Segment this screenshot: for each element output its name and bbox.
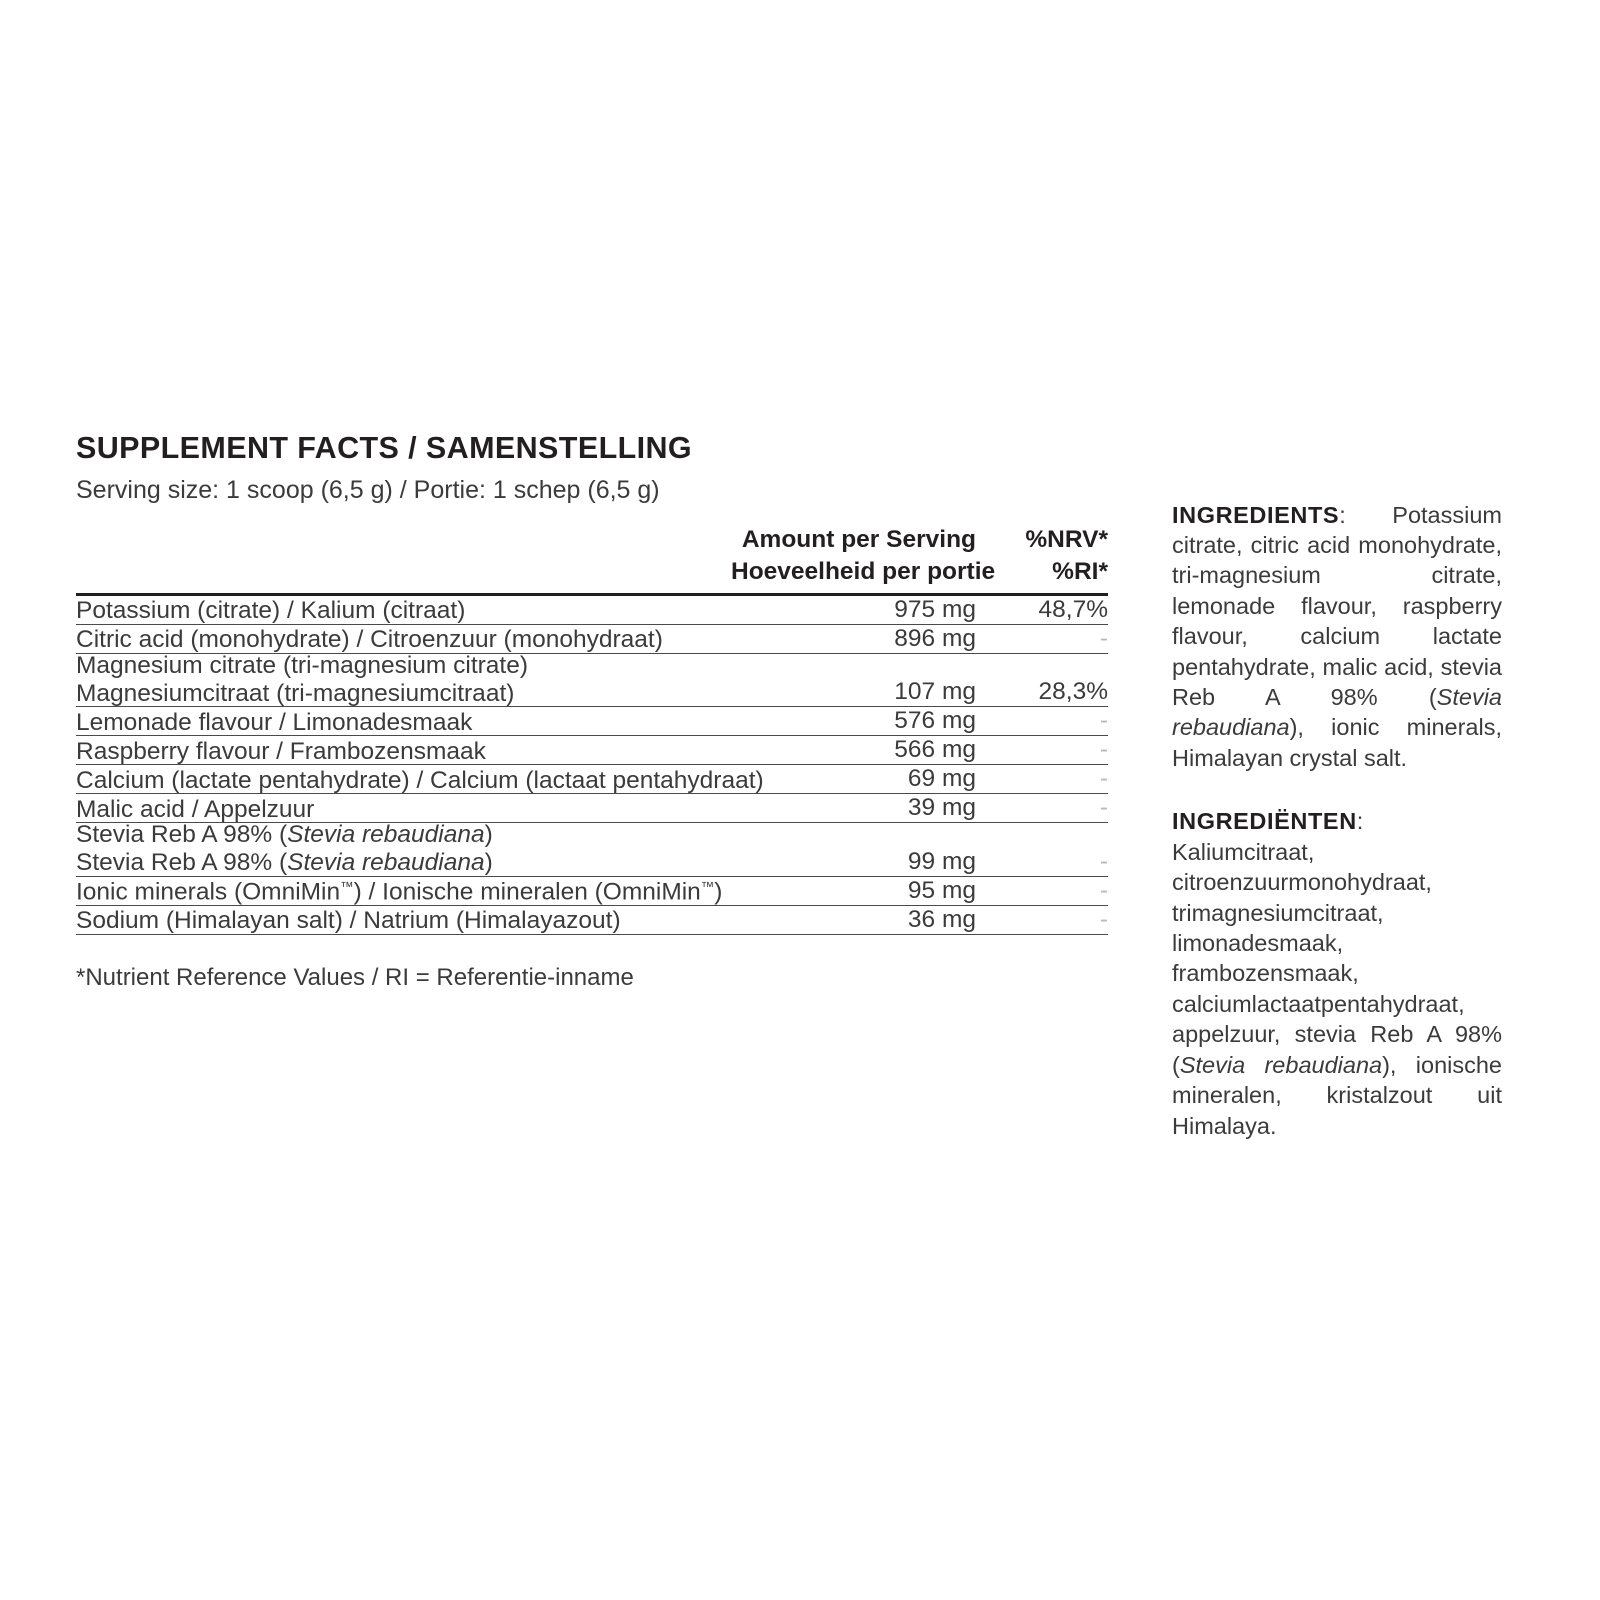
- row-ingredient-name: Magnesiumcitraat (tri-magnesiumcitraat): [76, 678, 731, 707]
- ingredients-label-nl: INGREDIËNTEN: [1172, 808, 1357, 835]
- row-amount-per-serving: [731, 653, 976, 678]
- latin-binomial: Stevia rebaudiana: [287, 821, 485, 849]
- row-amount-per-serving: 36 mg: [731, 905, 976, 934]
- table-row: [76, 678, 1108, 707]
- table-row: [76, 594, 1108, 624]
- table-row: [76, 624, 1108, 653]
- trademark-symbol: ™: [340, 878, 354, 894]
- ingredients-species-nl: Stevia rebaudiana: [1179, 1051, 1383, 1078]
- ingredients-column: [1172, 476, 1502, 1164]
- table-row: [76, 653, 1108, 678]
- ingredients-text-en-part2: ), ionic minerals, Himalayan crystal salt.: [1172, 714, 1502, 771]
- row-amount-per-serving: 39 mg: [731, 794, 976, 823]
- row-nrv-percent: 48,7%: [976, 594, 1108, 624]
- header-amount-en: Amount per Serving: [741, 525, 976, 553]
- table-header: [76, 524, 1108, 595]
- table-row: [76, 823, 1108, 848]
- row-nrv-percent: -: [976, 736, 1108, 765]
- header-spacer: [76, 524, 731, 557]
- ingredients-dutch: [1172, 806, 1502, 1141]
- row-nrv-percent: -: [976, 876, 1108, 905]
- table-row: [76, 794, 1108, 823]
- row-amount-per-serving: 95 mg: [731, 876, 976, 905]
- row-nrv-percent: -: [976, 794, 1108, 823]
- row-ingredient-name: Lemonade flavour / Limonadesmaak: [76, 707, 731, 736]
- row-ingredient-name: Calcium (lactate pentahydrate) / Calcium (lactaat pentahydraat): [76, 766, 764, 794]
- row-ingredient-name: Sodium (Himalayan salt) / Natrium (Himalayazout): [76, 905, 731, 934]
- table-row: [76, 876, 1108, 905]
- table-header-row-nl: [76, 556, 1108, 594]
- row-nrv-percent: [976, 653, 1108, 678]
- row-nrv-percent: -: [976, 765, 1108, 794]
- ingredients-separator-en: :: [1339, 501, 1393, 528]
- row-amount-per-serving: 975 mg: [731, 594, 976, 624]
- page-title: SUPPLEMENT FACTS / SAMENSTELLING: [76, 431, 693, 465]
- ingredients-text-en-part1: Potassium citrate, citric acid monohydrate, tri-magnesium citrate, lemonade flavour, raspberry flavour, calcium lactate pentahydrate, malic acid, stevia Reb A 98% (: [1172, 501, 1502, 711]
- row-amount-per-serving: 566 mg: [731, 736, 976, 765]
- row-ingredient-name: Ionic minerals (OmniMin™) / Ionische mineralen (OmniMin™): [76, 876, 731, 905]
- row-nrv-percent: [976, 823, 1108, 848]
- header-nrv-en: %NRV*: [1025, 525, 1108, 553]
- header-nrv-nl: %RI*: [976, 556, 1108, 594]
- row-nrv-percent: 28,3%: [976, 678, 1108, 707]
- row-nrv-percent: -: [976, 707, 1108, 736]
- header-amount-nl: Hoeveelheid per portie: [731, 556, 976, 594]
- footnote: *Nutrient Reference Values / RI = Referentie-inname: [76, 963, 634, 991]
- row-ingredient-name: Magnesium citrate (tri-magnesium citrate): [76, 651, 529, 679]
- ingredients-text-nl-part1: Kaliumcitraat, citroenzuurmonohydraat, trimagnesiumcitraat, limonadesmaak, frambozensmaak, calciumlactaatpentahydraat, appelzuur, stevia Reb A 98% (: [1172, 838, 1502, 1078]
- table-row: [76, 848, 1108, 877]
- row-ingredient-name: Citric acid (monohydrate) / Citroenzuur (monohydraat): [76, 624, 731, 653]
- latin-binomial: Stevia rebaudiana: [287, 849, 485, 877]
- row-ingredient-name: Potassium (citrate) / Kalium (citraat): [76, 594, 731, 624]
- row-ingredient-name: Raspberry flavour / Frambozensmaak: [76, 736, 731, 765]
- row-nrv-percent: -: [976, 624, 1108, 653]
- serving-size-line: Serving size: 1 scoop (6,5 g) / Portie: 1 schep (6,5 g): [76, 476, 660, 505]
- header-spacer-2: [76, 556, 731, 594]
- trademark-symbol: ™: [700, 878, 715, 894]
- ingredients-separator-nl: :: [1356, 808, 1364, 835]
- table-row: [76, 707, 1108, 736]
- supplement-facts-table: [76, 524, 1108, 935]
- row-amount-per-serving: 576 mg: [731, 707, 976, 736]
- row-amount-per-serving: 107 mg: [731, 678, 976, 707]
- row-nrv-percent: -: [976, 905, 1108, 934]
- row-ingredient-name: Malic acid / Appelzuur: [76, 794, 731, 823]
- row-ingredient-name: Stevia Reb A 98% (Stevia rebaudiana): [76, 821, 493, 849]
- ingredients-english: [1172, 500, 1502, 774]
- row-amount-per-serving: 69 mg: [731, 765, 976, 794]
- row-amount-per-serving: 99 mg: [731, 848, 976, 877]
- row-amount-per-serving: [731, 823, 976, 848]
- ingredients-species-en: Stevia rebaudiana: [1172, 684, 1502, 741]
- table-row: [76, 765, 1108, 794]
- ingredients-text-nl-part2: ), ionische mineralen, kristalzout uit Himalaya.: [1172, 1051, 1503, 1139]
- row-nrv-percent: -: [976, 848, 1108, 877]
- table-body: [76, 594, 1108, 934]
- table-row: [76, 905, 1108, 934]
- supplement-facts-column: [76, 432, 1108, 991]
- table-row: [76, 736, 1108, 765]
- row-ingredient-name: Stevia Reb A 98% (Stevia rebaudiana): [76, 848, 731, 877]
- table-header-row-en: [76, 524, 1108, 557]
- ingredients-label-en: INGREDIENTS: [1172, 501, 1340, 528]
- row-amount-per-serving: 896 mg: [731, 624, 976, 653]
